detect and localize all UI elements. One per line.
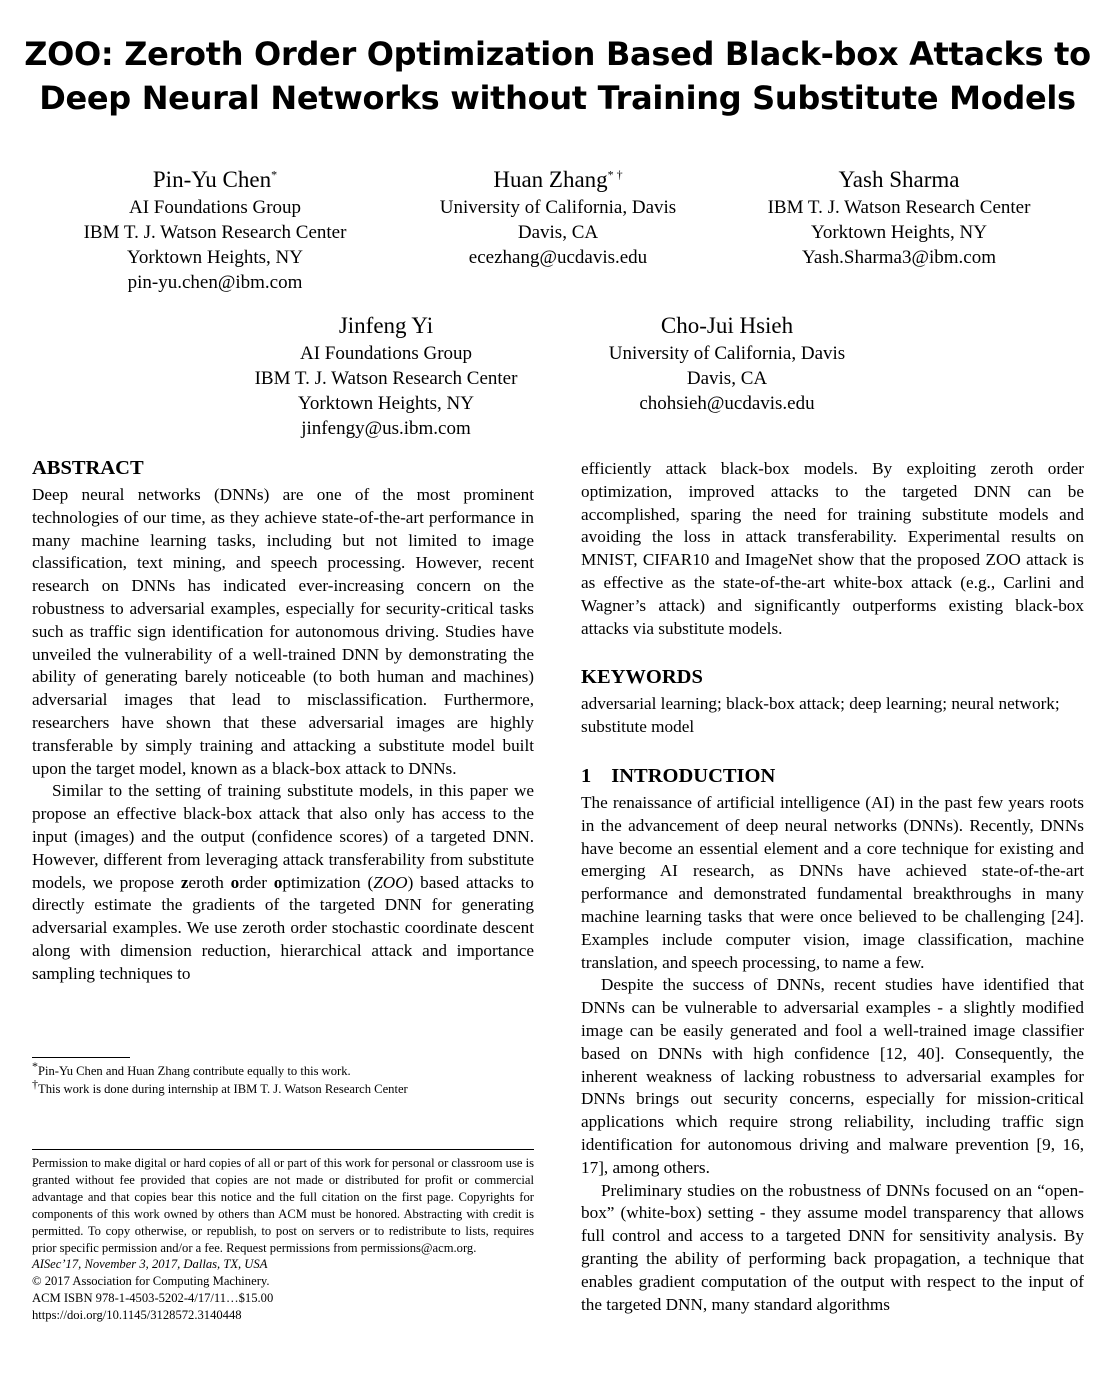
intro-paragraph-1: The renaissance of artificial intelligence (AI) in the past few years roots in the advancement of deep neural networks (DNNs). Recently, DNNs have become an essential element and a core technique for existing and emerging AI research, as DNNs have achieved state-of-the-art performance and demonstrated fundamental breakthroughs in many machine learning tasks that were once believed to be challenging [24]. Examples include computer vision, image classification, machine translation, and speech processing, to name a few. [581,792,1084,972]
affiliation-mark: * [271,167,278,182]
author-affiliation: IBM T. J. Watson Research Center [254,368,518,389]
conference-info: AISec’17, November 3, 2017, Dallas, TX, USA [32,1257,268,1272]
author-block-yi [211,311,561,441]
author-affiliation: IBM T. J. Watson Research Center [767,197,1031,218]
author-name: Cho-Jui Hsieh [660,313,794,338]
author-affiliation: Yorktown Heights, NY [298,393,474,414]
copyright-line: © 2017 Association for Computing Machinery. [32,1274,270,1289]
author-name: Pin-Yu Chen* [152,167,278,192]
author-email: pin-yu.chen@ibm.com [127,272,303,293]
abstract-paragraph-2: Similar to the setting of training substitute models, in this paper we propose an effective black-box attack that also only has access to the input (images) and the output (confidence scores) of a targeted DNN. However, different from leveraging attack transferability from substitute models, we propose zeroth order optimization (ZOO) based attacks to directly estimate the gradients of the targeted DNN for generating adversarial examples. We use zeroth order stochastic coordinate descent along with dimension reduction, hierarchical attack and importance sampling techniques to [32,781,534,983]
author-name: Yash Sharma [838,167,960,192]
permission-block [32,1155,534,1324]
abstract-continuation: efficiently attack black-box models. By exploiting zeroth order optimization, improved attacks to the targeted DNN can be accomplished, sparing the need for training substitute models and avoiding the loss in attack transferability. Experimental results on MNIST, CIFAR10 and ImageNet show that the proposed ZOO attack is as effective as the state-of-the-art white-box attack (e.g., Carlini and Wagner’s attack) and significantly outperforms existing black-box attacks via substitute models. [581,459,1084,638]
footnotes [32,1058,534,1098]
keywords-heading: KEYWORDS [581,666,703,689]
keywords-text: adversarial learning; black-box attack; deep learning; neural network; substitute model [581,694,1060,737]
paper-title [0,32,1115,120]
permission-rule [32,1149,534,1150]
author-block-chen [40,165,390,295]
author-block-sharma [724,165,1074,270]
author-block-hsieh [552,311,902,416]
footnote-rule [32,1057,130,1058]
author-affiliation: Yorktown Heights, NY [811,222,987,243]
footnote-2: †This work is done during internship at IBM T. J. Watson Research Center [32,1076,408,1096]
abstract-paragraph-1: Deep neural networks (DNNs) are one of the most prominent technologies of our time, as they achieve state-of-the-art performance in many machine learning tasks, including but not limited to image classification, text mining, and speech processing. However, recent research on DNNs has indicated ever-increasing concern on the robustness to adversarial examples, especially for security-critical tasks such as traffic sign identification for autonomous driving. Studies have unveiled the vulnerability of a well-trained DNN by demonstrating the ability of generating barely noticeable (to both human and machines) adversarial images that lead to misclassification. Furthermore, researchers have shown that these adversarial images are highly transferable by simply training and attacking a substitute model built upon the target model, known as a black-box attack to DNNs. [32,485,534,778]
footnote-1: *Pin-Yu Chen and Huan Zhang contribute equally to this work. [32,1058,351,1078]
abstract-heading: ABSTRACT [32,457,144,479]
permission-text: Permission to make digital or hard copies of all or part of this work for personal or classroom use is granted without fee provided that copies are not made or distributed for profit or commercial advantage and that copies bear this notice and the full citation on the first page. Copyrights for components of this work owned by others than ACM must be honored. Abstracting with credit is permitted. To copy otherwise, or republish, to post on servers or to redistribute to lists, requires prior specific permission and/or a fee. Request permissions from permissions@acm.org. [32,1156,534,1255]
introduction-heading [581,763,1084,789]
author-affiliation: University of California, Davis [608,343,846,364]
author-affiliation: Yorktown Heights, NY [127,247,303,268]
author-affiliation: Davis, CA [517,222,599,243]
section-number: 1 [581,764,592,787]
author-affiliation: University of California, Davis [439,197,677,218]
section-title: INTRODUCTION [611,764,776,787]
author-email: Yash.Sharma3@ibm.com [802,247,996,268]
intro-paragraph-2: Despite the success of DNNs, recent studies have identified that DNNs can be vulnerable to adversarial examples - a slightly modified image can be easily generated and fool a well-trained image classifier based on DNNs with high confidence [12, 40]. Consequently, the inherent weakness of lacking robustness to adversarial examples for DNNs brings out security concerns, especially for mission-critical applications which require strong reliability, including traffic sign identification for autonomous driving and malware prevention [9, 16, 17], among others. [581,975,1084,1177]
author-affiliation: AI Foundations Group [299,343,473,364]
title-line-2: Deep Neural Networks without Training Substitute Models [39,79,1076,117]
author-email: chohsieh@ucdavis.edu [639,393,815,414]
intro-paragraph-3: Preliminary studies on the robustness of DNNs focused on an “open-box” (white-box) setting - they assume model transparency that allows full control and access to a targeted DNN for sensitivity analysis. By granting the ability of performing back propagation, a technique that enables gradient computation of the output with respect to the input of the targeted DNN, many standard algorithms [581,1180,1084,1314]
author-block-zhang [383,165,733,270]
affiliation-mark: * † [607,167,623,182]
isbn-line: ACM ISBN 978-1-4503-5202-4/17/11…$15.00 [32,1291,274,1306]
right-column [581,458,1084,1316]
doi-link[interactable]: https://doi.org/10.1145/3128572.3140448 [32,1308,242,1323]
author-email: ecezhang@ucdavis.edu [468,247,648,268]
author-affiliation: IBM T. J. Watson Research Center [83,222,347,243]
author-name: Huan Zhang* † [493,167,623,192]
author-email: jinfengy@us.ibm.com [301,418,471,439]
author-affiliation: Davis, CA [686,368,768,389]
title-line-1: ZOO: Zeroth Order Optimization Based Black-box Attacks to [24,35,1091,73]
author-affiliation: AI Foundations Group [128,197,302,218]
author-name: Jinfeng Yi [338,313,434,338]
left-column [32,455,534,986]
